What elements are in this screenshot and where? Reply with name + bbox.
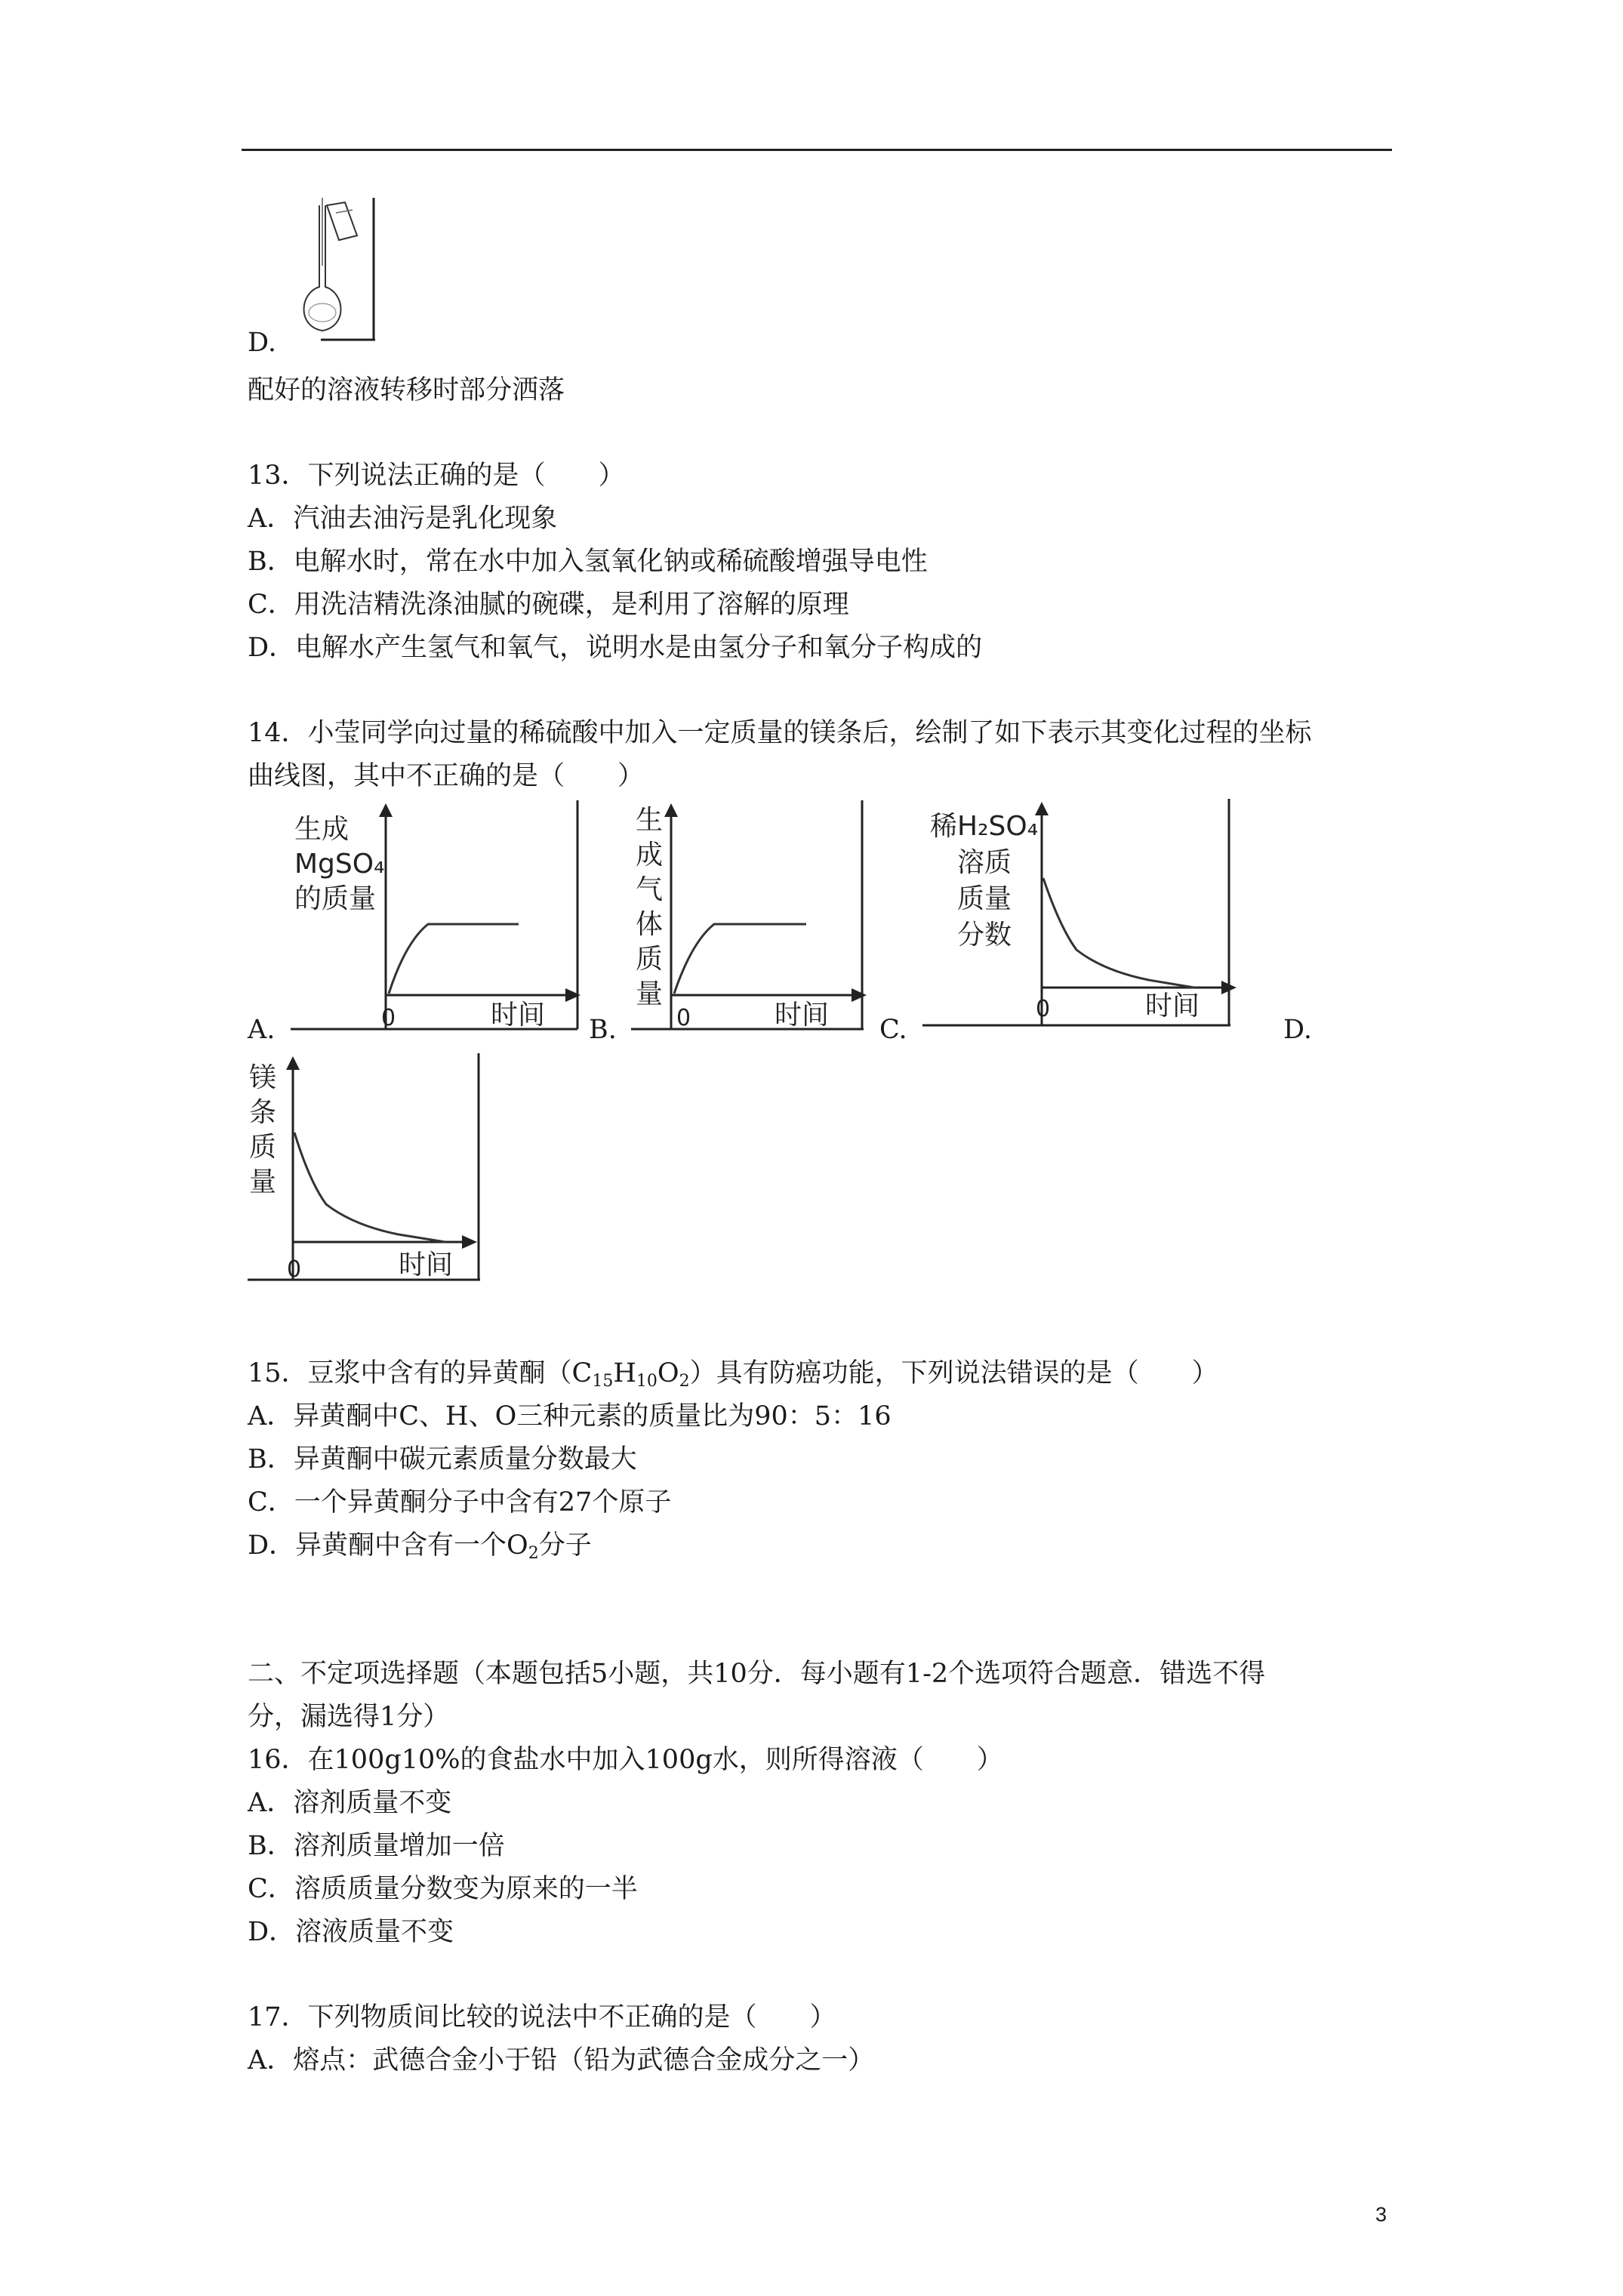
q15-option-d [248, 1529, 592, 1570]
graph-d [248, 1053, 489, 1287]
q14-label-d: D. [1283, 1015, 1312, 1045]
graph-b-ylabel-5: 质 [636, 944, 664, 975]
graph-d-origin: 0 [287, 1256, 302, 1283]
section2-heading-line1: 二、不定项选择题（本题包括5小题，共10分．每小题有1-2个选项符合题意．错选不得 [248, 1659, 1266, 1689]
q17-option-a: A．熔点：武德合金小于铅（铅为武德合金成分之一） [248, 2045, 875, 2076]
graph-a-ylabel-3: 的质量 [294, 883, 377, 914]
graph-c-ylabel-3: 质量 [957, 883, 1012, 914]
q17-stem: 17．下列物质间比较的说法中不正确的是（ ） [248, 2002, 836, 2032]
q15-option-d-suffix: 分子 [538, 1530, 592, 1561]
q15-option-c: C．一个异黄酮分子中含有27个原子 [248, 1487, 672, 1518]
graph-a-xlabel: 时间 [491, 1000, 546, 1031]
q13-option-a: A．汽油去油污是乳化现象 [248, 504, 558, 534]
graph-c-ylabel-1: 稀H₂SO₄ [930, 811, 1039, 842]
q16-option-c: C．溶质质量分数变为原来的一半 [248, 1874, 638, 1904]
q16-option-b: B．溶剂质量增加一倍 [248, 1831, 505, 1861]
q13-option-d: D．电解水产生氢气和氧气，说明水是由氢分子和氧分子构成的 [248, 633, 983, 663]
graph-c [922, 799, 1240, 1033]
q15-option-a: A．异黄酮中C、H、O三种元素的质量比为90：5：16 [248, 1401, 892, 1432]
q16-option-d: D．溶液质量不变 [248, 1917, 454, 1947]
graph-d-ylabel-1: 镁 [249, 1062, 277, 1093]
pouring-flask-figure [291, 198, 381, 341]
formula-c: C [571, 1358, 593, 1388]
formula-h-count: 10 [636, 1372, 658, 1391]
formula-c-count: 15 [592, 1372, 614, 1391]
q13-stem: 13．下列说法正确的是（ ） [248, 461, 625, 491]
formula-o: O [657, 1358, 679, 1388]
q15-option-d-subscript: 2 [528, 1544, 539, 1563]
q16-stem: 16．在100g10%的食盐水中加入100g水，则所得溶液（ ） [248, 1745, 1003, 1775]
q15-stem-suffix: ）具有防癌功能，下列说法错误的是（ ） [689, 1358, 1218, 1388]
graph-c-ylabel-4: 分数 [957, 920, 1012, 951]
graph-a [291, 800, 593, 1038]
graph-b-xlabel: 时间 [775, 1000, 830, 1031]
graph-b-ylabel-3: 气 [636, 874, 664, 905]
q15-option-b: B．异黄酮中碳元素质量分数最大 [248, 1444, 637, 1475]
q12-option-d-caption: 配好的溶液转移时部分洒落 [248, 375, 565, 405]
graph-d-xlabel: 时间 [399, 1250, 454, 1281]
q13-option-c: C．用洗洁精洗涤油腻的碗碟，是利用了溶解的原理 [248, 590, 849, 620]
graph-a-origin: 0 [381, 1005, 396, 1031]
graph-d-ylabel-4: 量 [249, 1166, 277, 1197]
graph-b [631, 800, 880, 1038]
q12-option-d-label: D. [248, 328, 276, 358]
graph-c-xlabel: 时间 [1145, 991, 1200, 1022]
graph-b-ylabel-2: 成 [636, 840, 664, 871]
graph-b-origin: 0 [676, 1005, 691, 1031]
q15-stem [248, 1357, 1218, 1398]
q14-label-b: B. [589, 1015, 617, 1045]
q13-option-b: B．电解水时，常在水中加入氢氧化钠或稀硫酸增强导电性 [248, 547, 928, 577]
section2-heading-line2: 分，漏选得1分） [248, 1702, 450, 1732]
q14-stem-line1: 14．小莹同学向过量的稀硫酸中加入一定质量的镁条后，绘制了如下表示其变化过程的坐标 [248, 718, 1312, 748]
formula-h: H [613, 1358, 636, 1388]
q14-label-c: C. [879, 1015, 907, 1045]
q15-stem-prefix: 15．豆浆中含有的异黄酮（ [248, 1358, 572, 1388]
formula-o-count: 2 [679, 1372, 690, 1391]
graph-a-ylabel-1: 生成 [294, 814, 350, 845]
graph-d-ylabel-3: 质 [249, 1132, 277, 1163]
q16-option-a: A．溶剂质量不变 [248, 1788, 452, 1818]
header-rule [242, 149, 1392, 151]
graph-c-ylabel-2: 溶质 [957, 847, 1012, 878]
q15-option-d-text: D．异黄酮中含有一个O [248, 1530, 528, 1561]
q14-stem-line2: 曲线图，其中不正确的是（ ） [248, 761, 645, 791]
graph-a-ylabel-2: MgSO₄ [294, 849, 385, 880]
graph-b-ylabel-1: 生 [636, 805, 664, 836]
graph-b-ylabel-4: 体 [636, 909, 664, 940]
page-number: 3 [1375, 2203, 1387, 2226]
q14-label-a: A. [248, 1015, 276, 1045]
graph-b-ylabel-6: 量 [636, 978, 664, 1009]
graph-c-origin: 0 [1036, 996, 1051, 1022]
graph-d-ylabel-2: 条 [249, 1097, 277, 1128]
